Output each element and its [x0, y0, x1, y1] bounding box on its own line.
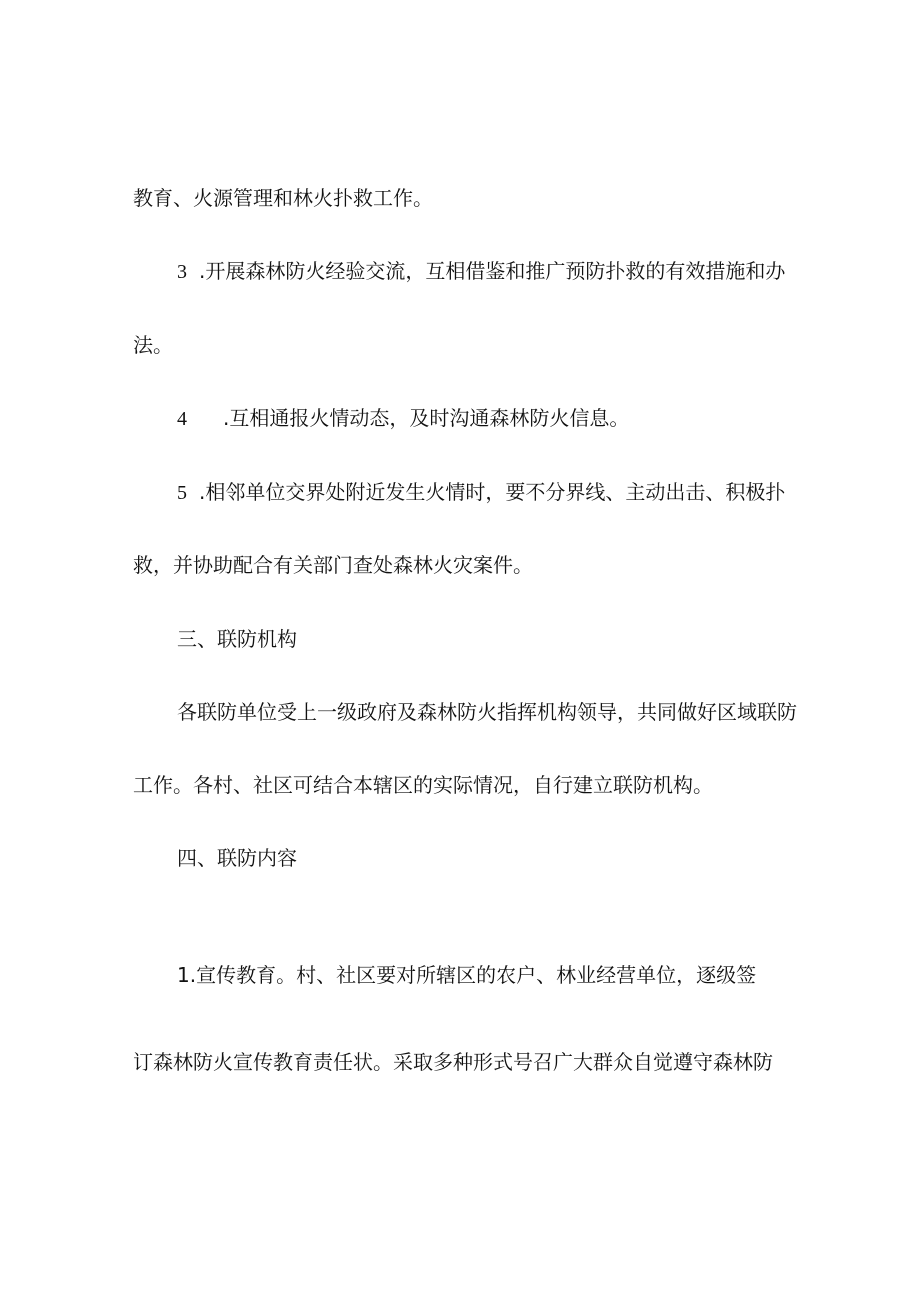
- paragraph-line: [133, 1050, 773, 1074]
- line-text: 1.宣传教育。村、社区要对所辖区的农户、林业经营单位，逐级签: [177, 963, 757, 987]
- line-text: 工作。各村、社区可结合本辖区的实际情况，自行建立联防机构。: [133, 773, 713, 797]
- list-item-5: [177, 480, 785, 505]
- heading-text: 三、联防机构: [177, 627, 297, 651]
- section-heading: [177, 627, 297, 651]
- line-text: 教育、火源管理和林火扑救工作。: [133, 186, 433, 210]
- list-number: 5: [177, 482, 187, 504]
- line-text: 法。: [133, 333, 173, 357]
- list-number: 4: [177, 408, 187, 430]
- line-text: 订森林防火宣传教育责任状。采取多种形式号召广大群众自觉遵守森林防: [133, 1050, 773, 1074]
- list-item-text: .开展森林防火经验交流，互相借鉴和推广预防扑救的有效措施和办: [199, 259, 786, 283]
- list-number: 3: [177, 261, 187, 283]
- heading-text: 四、联防内容: [177, 846, 297, 870]
- paragraph-line: [177, 963, 756, 987]
- paragraph-line: [177, 700, 797, 724]
- list-item-text: .互相通报火情动态，及时沟通森林防火信息。: [223, 406, 630, 430]
- line-text: 各联防单位受上一级政府及森林防火指挥机构领导，共同做好区域联防: [177, 700, 797, 724]
- list-item-4: [177, 406, 629, 431]
- paragraph-line: [133, 773, 713, 797]
- paragraph-line: [133, 553, 533, 577]
- line-text: 救，并协助配合有关部门查处森林火灾案件。: [133, 553, 533, 577]
- paragraph-line: [133, 333, 173, 357]
- section-heading: [177, 846, 297, 870]
- list-item-3: [177, 259, 785, 284]
- list-item-text: .相邻单位交界处附近发生火情时，要不分界线、主动出击、积极扑: [199, 480, 786, 504]
- paragraph-line: [133, 186, 433, 210]
